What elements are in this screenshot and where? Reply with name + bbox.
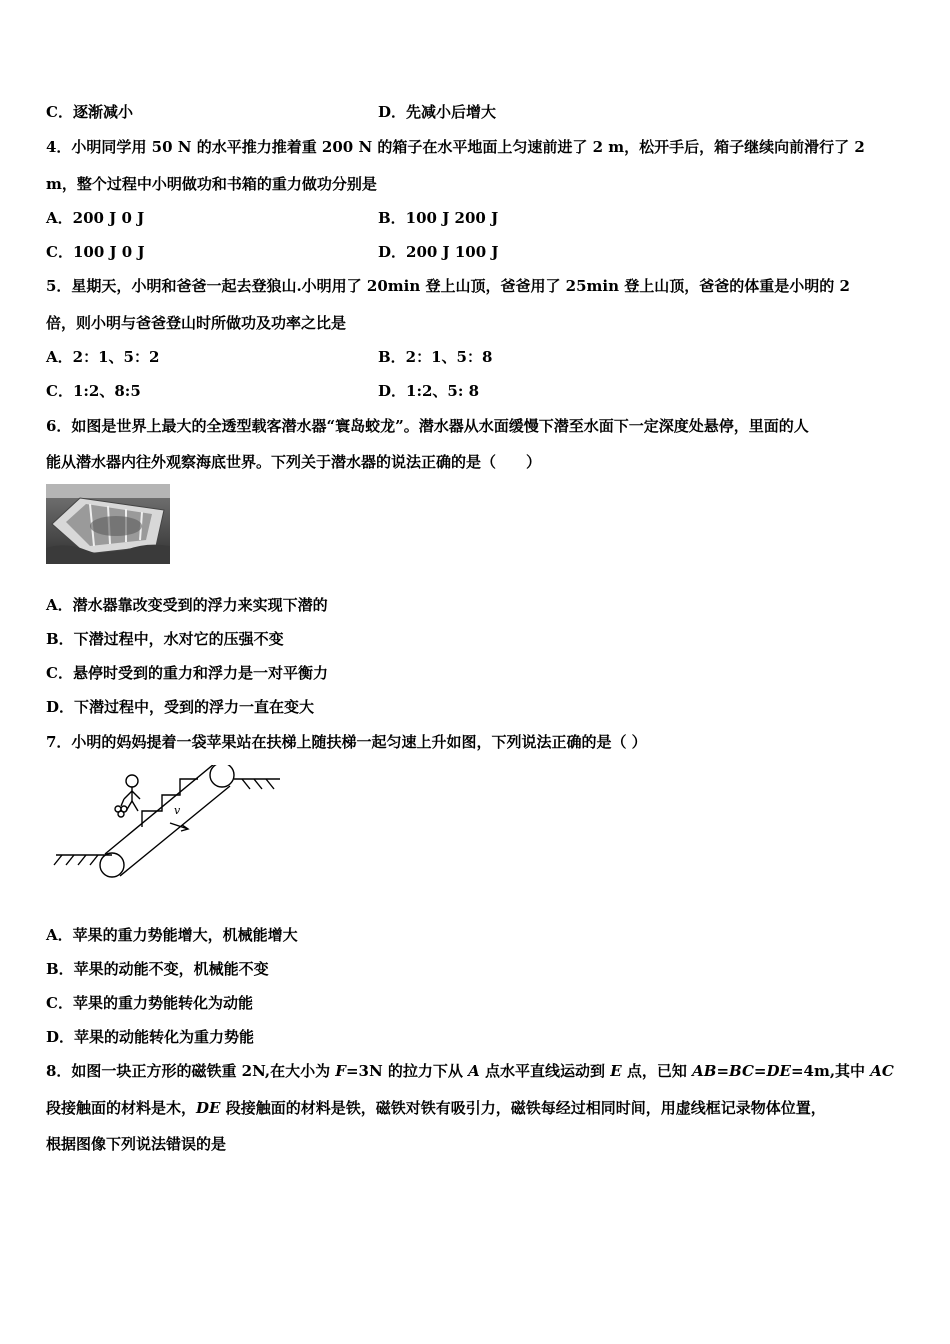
- q8-text: 点水平直线运动到: [479, 1062, 611, 1080]
- q4-option-d: D．200 J 100 J: [378, 243, 499, 261]
- q8-text: =4m,其中: [790, 1062, 871, 1080]
- q3-option-d: D．先减小后增大: [378, 103, 497, 121]
- q4-stem-line1: 4．小明同学用 50 N 的水平推力推着重 200 N 的箱子在水平地面上匀速前进了 2 m，松开手后，箱子继续向前滑行了 2: [46, 138, 865, 156]
- q8-var-bc: BC: [729, 1062, 754, 1080]
- q7-option-b: B．苹果的动能不变，机械能不变: [46, 960, 269, 978]
- q4-option-a: A．200 J 0 J: [46, 209, 145, 227]
- q8-stem-line3: 根据图像下列说法错误的是: [46, 1135, 227, 1153]
- submersible-photo: [46, 484, 170, 564]
- q6-option-b: B．下潜过程中，水对它的压强不变: [46, 630, 284, 648]
- q7-option-c: C．苹果的重力势能转化为动能: [46, 994, 253, 1012]
- q8-var-de: DE: [766, 1062, 791, 1080]
- q7-option-a: A．苹果的重力势能增大，机械能增大: [46, 926, 298, 944]
- q5-stem-line2: 倍，则小明与爸爸登山时所做功及功率之比是: [46, 314, 347, 332]
- escalator-diagram: [50, 765, 282, 885]
- q8-var-a: A: [468, 1062, 480, 1080]
- q6-option-a: A．潜水器靠改变受到的浮力来实现下潜的: [46, 596, 328, 614]
- q8-text: 点，已知: [621, 1062, 693, 1080]
- q5-option-c: C．1:2、8:5: [46, 382, 141, 400]
- q3-option-c: C．逐渐减小: [46, 103, 133, 121]
- q5-option-d: D．1:2、5: 8: [378, 382, 480, 400]
- velocity-label: v: [174, 804, 181, 817]
- q8-text: =: [753, 1062, 767, 1080]
- q8-var-ab: AB: [692, 1062, 717, 1080]
- q4-option-c: C．100 J 0 J: [46, 243, 145, 261]
- q8-text: 段接触面的材料是木，: [46, 1099, 197, 1117]
- q8-stem-line2: [46, 1098, 826, 1118]
- q7-option-d: D．苹果的动能转化为重力势能: [46, 1028, 255, 1046]
- q6-option-d: D．下潜过程中，受到的浮力一直在变大: [46, 698, 315, 716]
- q8-text: 8．如图一块正方形的磁铁重 2N,在大小为: [46, 1062, 336, 1080]
- q4-option-b: B．100 J 200 J: [378, 209, 499, 227]
- q8-var-e: E: [610, 1062, 622, 1080]
- q8-stem-line1: [46, 1061, 894, 1081]
- q7-stem-line1: 7．小明的妈妈提着一袋苹果站在扶梯上随扶梯一起匀速上升如图，下列说法正确的是（ ）: [46, 733, 647, 751]
- q5-stem-line1: 5．星期天，小明和爸爸一起去登狼山.小明用了 20min 登上山顶，爸爸用了 25min 登上山顶，爸爸的体重是小明的 2: [46, 277, 850, 295]
- q8-var-ac: AC: [870, 1062, 894, 1080]
- q6-stem-line2: 能从潜水器内往外观察海底世界。下列关于潜水器的说法正确的是（ ）: [46, 453, 542, 471]
- q8-text: =: [716, 1062, 730, 1080]
- q6-stem-line1: 6．如图是世界上最大的全透型载客潜水器“寰岛蛟龙”。潜水器从水面缓慢下潜至水面下一定深度处悬停，里面的人: [46, 417, 809, 435]
- q4-stem-line2: m，整个过程中小明做功和书箱的重力做功分别是: [46, 175, 377, 193]
- q8-text: =3N 的拉力下从: [345, 1062, 469, 1080]
- q6-option-c: C．悬停时受到的重力和浮力是一对平衡力: [46, 664, 328, 682]
- q8-var-f: F: [335, 1062, 346, 1080]
- q8-var-de: DE: [196, 1099, 221, 1117]
- q8-text: 段接触面的材料是铁，磁铁对铁有吸引力，磁铁每经过相同时间，用虚线框记录物体位置，: [220, 1099, 826, 1117]
- q5-option-a: A．2：1、5：2: [46, 348, 160, 366]
- q5-option-b: B．2：1、5：8: [378, 348, 493, 366]
